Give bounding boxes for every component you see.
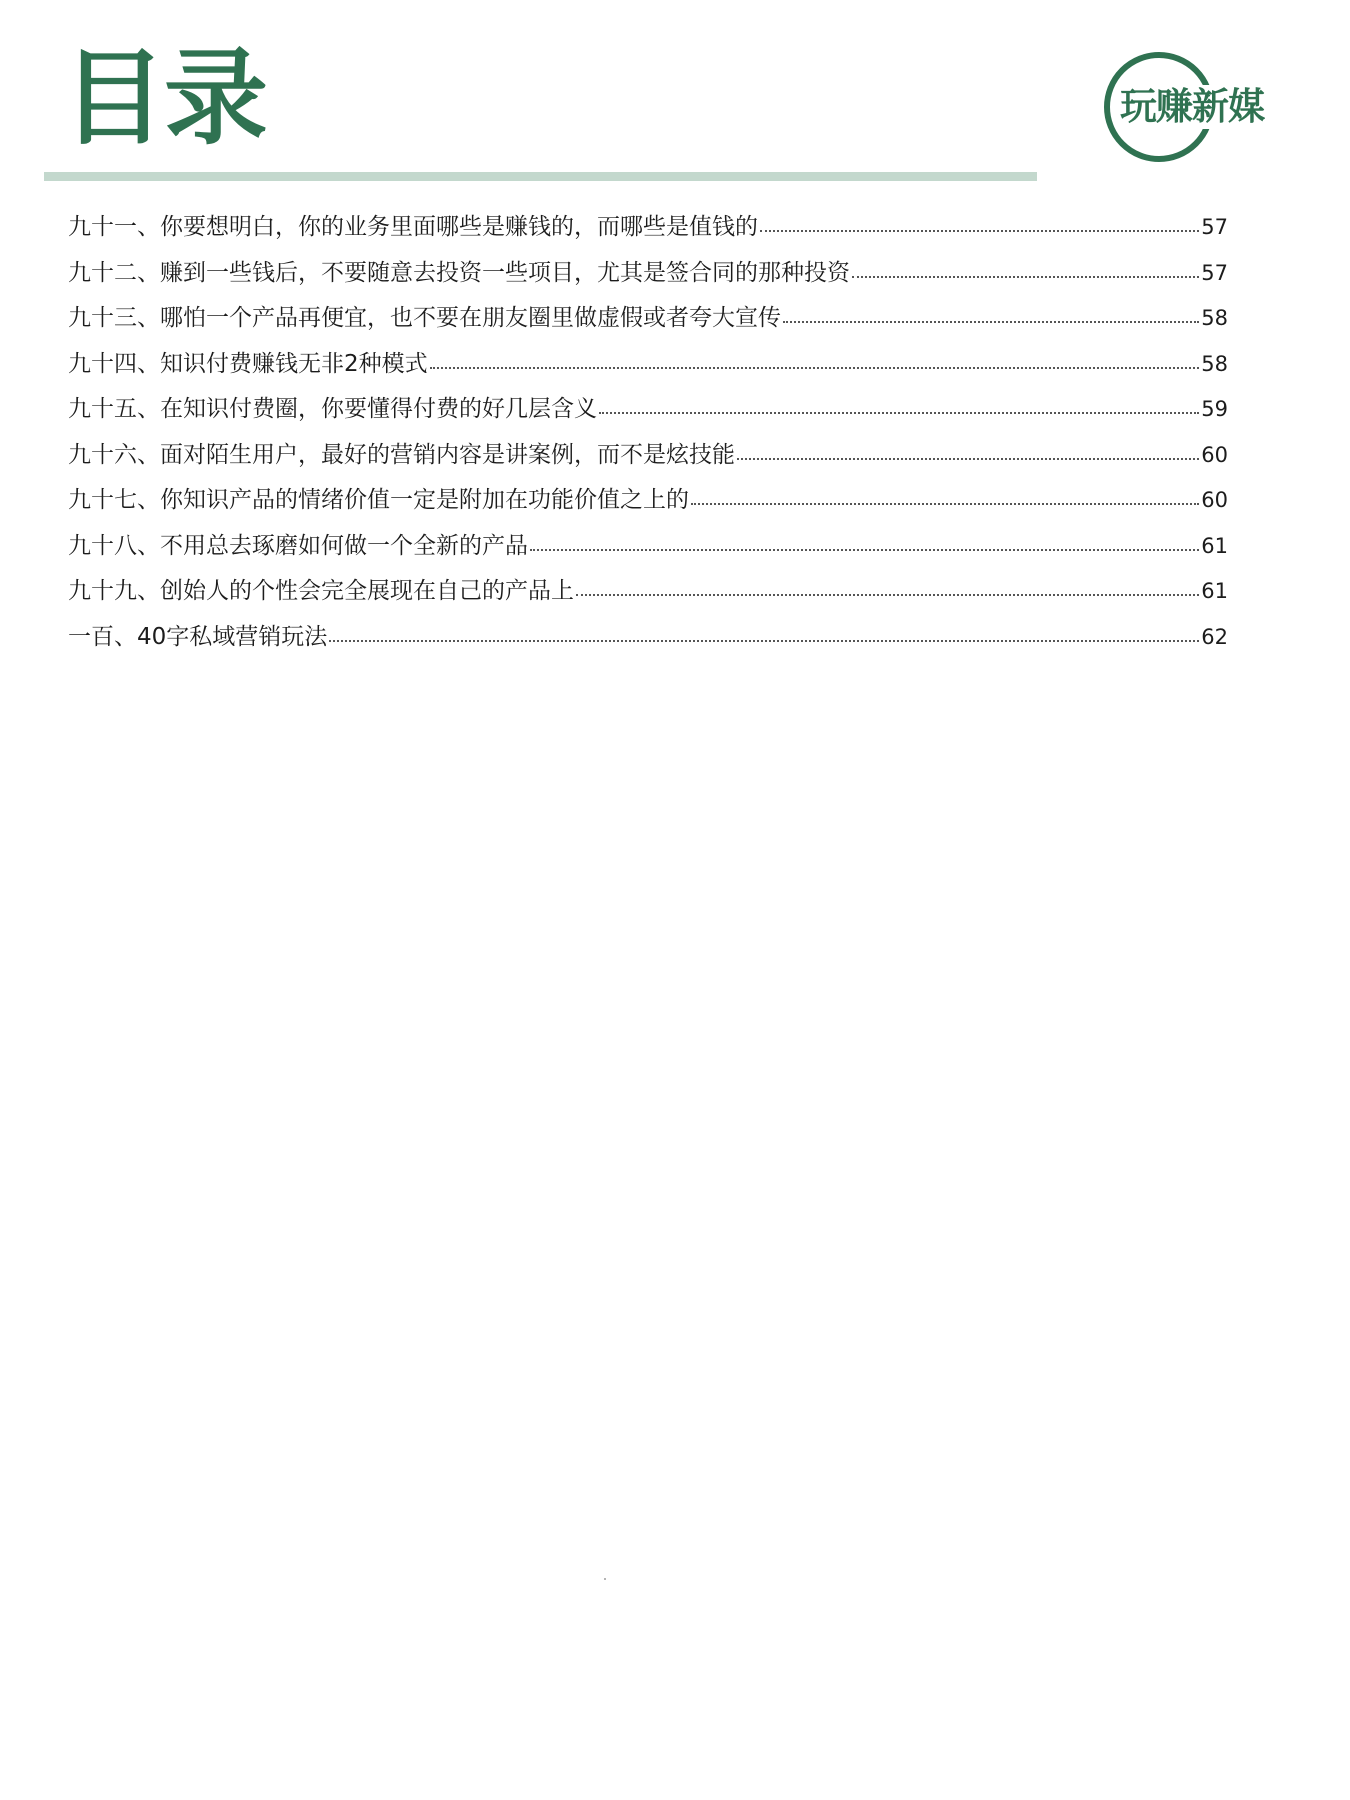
toc-dot-leader	[852, 276, 1199, 278]
toc-entry-label: 九十五、在知识付费圈，你要懂得付费的好几层含义	[68, 396, 597, 422]
toc-dot-leader	[783, 321, 1199, 323]
toc-dot-leader	[737, 458, 1199, 460]
toc-page-number: 60	[1201, 488, 1228, 512]
toc-dot-leader	[576, 594, 1199, 596]
toc-entry-label: 九十六、面对陌生用户，最好的营销内容是讲案例，而不是炫技能	[68, 441, 735, 468]
toc-entry[interactable]	[68, 299, 1228, 345]
toc-entry[interactable]	[68, 572, 1228, 618]
table-of-contents	[68, 208, 1228, 663]
toc-entry[interactable]	[68, 254, 1228, 300]
toc-entry-label: 九十三、哪怕一个产品再便宜，也不要在朋友圈里做虚假或者夸大宣传	[68, 305, 781, 331]
toc-entry[interactable]	[68, 436, 1228, 482]
toc-dot-leader	[599, 412, 1199, 414]
scan-speck	[604, 1578, 606, 1580]
toc-entry[interactable]	[68, 208, 1228, 254]
toc-page-number: 57	[1201, 215, 1228, 239]
toc-entry-label: 九十四、知识付费赚钱无非2种模式	[68, 350, 428, 377]
toc-entry[interactable]	[68, 618, 1228, 664]
toc-entry[interactable]	[68, 345, 1228, 391]
toc-entry-label: 九十九、创始人的个性会完全展现在自己的产品上	[68, 578, 574, 604]
title-underline	[44, 172, 1037, 181]
toc-dot-leader	[760, 230, 1199, 232]
toc-page-number: 61	[1201, 533, 1228, 558]
toc-page-number: 57	[1201, 260, 1228, 285]
toc-dot-leader	[530, 549, 1199, 551]
toc-page-number: 59	[1201, 397, 1228, 421]
toc-entry-label: 九十一、你要想明白，你的业务里面哪些是赚钱的，而哪些是值钱的	[68, 214, 758, 240]
toc-page-number: 58	[1201, 306, 1228, 330]
toc-entry-label: 九十二、赚到一些钱后，不要随意去投资一些项目，尤其是签合同的那种投资	[68, 259, 850, 286]
toc-page-number: 60	[1201, 442, 1228, 467]
toc-page-number: 58	[1201, 351, 1228, 376]
toc-entry[interactable]	[68, 390, 1228, 436]
toc-entry-label: 一百、40字私域营销玩法	[68, 623, 328, 650]
toc-dot-leader	[329, 640, 1199, 642]
toc-entry-label: 九十八、不用总去琢磨如何做一个全新的产品	[68, 532, 528, 559]
brand-logo	[1104, 52, 1294, 162]
toc-entry[interactable]	[68, 481, 1228, 527]
toc-dot-leader	[430, 367, 1200, 369]
toc-entry[interactable]	[68, 527, 1228, 573]
toc-page-number: 61	[1201, 579, 1228, 603]
toc-dot-leader	[691, 503, 1199, 505]
toc-entry-label: 九十七、你知识产品的情绪价值一定是附加在功能价值之上的	[68, 487, 689, 513]
toc-page-number: 62	[1201, 624, 1228, 649]
page-title: 目录	[62, 37, 267, 159]
logo-text: 玩赚新媒	[1120, 85, 1264, 128]
